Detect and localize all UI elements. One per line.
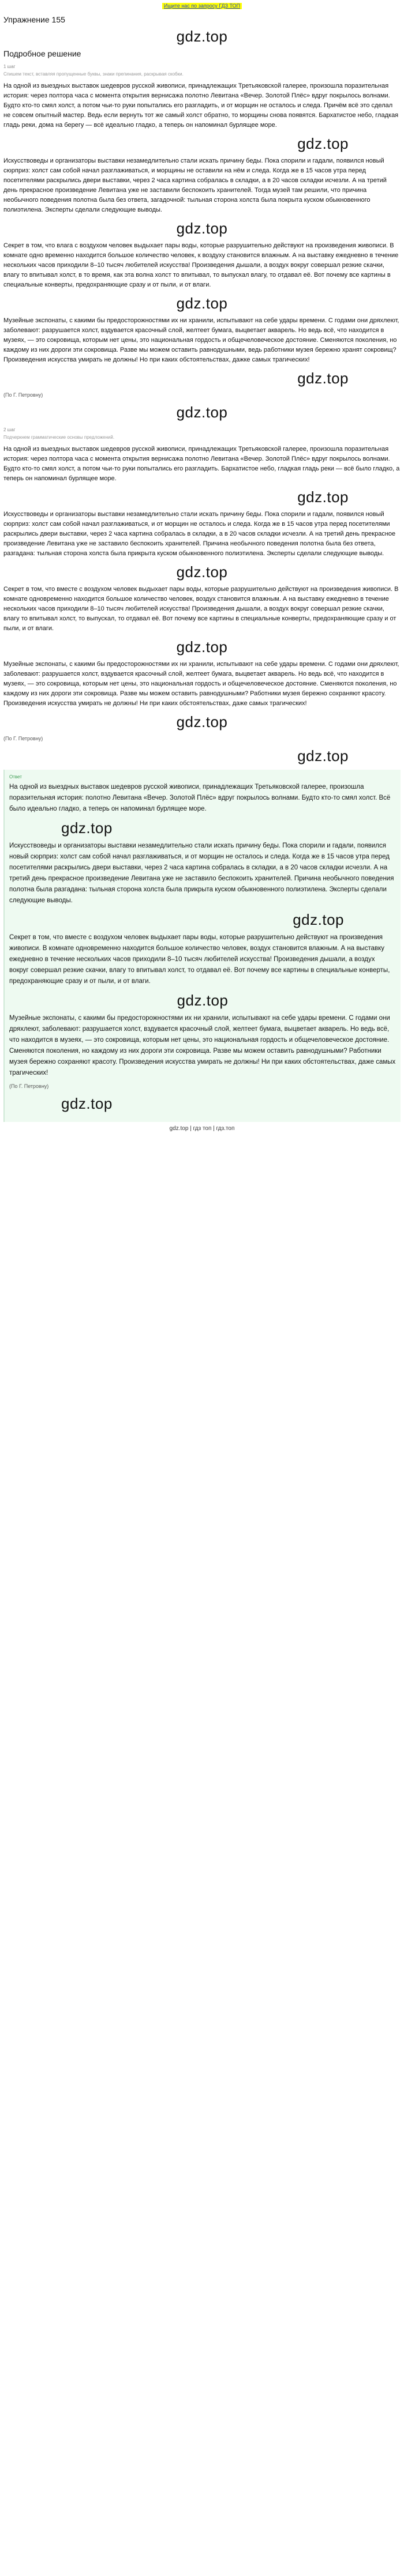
step-1-paragraph: Искусствоведы и организаторы выставки незамедлительно стали искать причину беды. Пока спорили и гадали, появился новый сюрприз: холст сам собой начал разглаживаться, и морщины не оставили на нём и следа. Когда же в 15 часов утра перед посетителями раскрылись двери выставки, через 2 часа картина собралась в складки, а в 20 часов складки исчезли. А на третий день прекрасное произведение Левитана уже не заставили беспокоить хранителей. Тогда музей там решили, что причина необычного поведения полотна была без ответа, загадочной: тыльная сторона холста была покрыта куском обыкновенного полиэтилена. Эксперты сделали следующие выводы. <box>3 157 387 213</box>
step-2-paragraph: На одной из выездных выставок шедевров русской живописи, принадлежащих Третьяковской галерее, произошла поразительная история: через полтора часа с момента открытия вернисажа полотно Левитана «Вечер. Золотой Плёс» вдруг покрылось волнами. Будто кто-то смял холст, а потом чьи-то руки попытались его разгладить. Бархатистое небо, гладкая гладь реки — всё было гладко, а теперь он напоминал бурлящее море. <box>3 446 400 482</box>
step-2-paragraph: Музейные экспонаты, с какими бы предосторожностями их ни хранили, испытывают на себе удары времени. С годами они дряхлеют, заболевают: разрушается холст, вздувается красочный слой, желтеет бумага, выцветает акварель. Но ведь всё, что находится в музеях, — это сокровища, которым нет цены, это национальная гордость и общечеловеческое достояние. Сменяются поколения, но каждому из них дороги эти сокровища. Разве мы можем оставить равнодушными? Работники музея бережно сохраняют красоту. Произведения искусства умирать не должны! Ни при каких обстоятельствах, даже самых трагических! <box>3 661 399 707</box>
answer-tag: Ответ <box>9 774 22 779</box>
step-2-hint: Подчеркнем грамматические основы предложений. <box>3 435 115 440</box>
top-banner <box>0 0 404 10</box>
step-2-tag: 2 шаг <box>3 427 16 432</box>
answer-author: (По Г. Петровну) <box>9 1083 49 1089</box>
watermark: gdz.top <box>61 1095 113 1112</box>
page-title: Упражнение 155 <box>3 15 65 24</box>
watermark: gdz.top <box>297 135 349 152</box>
content <box>0 15 404 1132</box>
step-2-paragraph: Секрет в том, что вместе с воздухом человек выдыхает пары воды, которые разрушительно действуют на произведения живописи. В комнате одновременно находится большое количество человек, воздух становится влажным. А на выставку ежедневно в течение нескольких часов приходили 8–10 тысяч любителей искусства! Произведения дышали, а воздух вокруг совершал резкие скачки, влагу то впитывал холст, то выпускал, то отдавал её. Вот почему все картины в специальные конверты, предохраняющие сразу и от пыли, и от влаги. <box>3 586 399 632</box>
watermark: gdz.top <box>297 488 349 506</box>
step-1-paragraph: Секрет в том, что влага с воздухом человек выдыхает пары воды, которые разрушительно действуют на произведения живописи. В комнате одно временно находится большое количество человек, к воздуху становится влажным. А на выставку ежедневно в течение нескольких часов приходили 8–10 тысяч любителей искусства! Произведения дышали, а воздух вокруг совершал резкие скачки, влагу то впитывал холст, в то время, как эта волна холст то впитывал, то выпускал влагу, то отдавал её. Вот почему все картины в специальные конверты, предохраняющие сразу и от пыли, и от влаги. <box>3 242 399 288</box>
bottom-links[interactable]: gdz.top | гдз топ | гдз.топ <box>169 1125 235 1132</box>
step-1-hint: Спишем текст, вставляя пропущенные буквы, знаки препинания, раскрывая скобки. <box>3 71 184 77</box>
solution-heading: Подробное решение <box>3 49 81 58</box>
top-search-link[interactable]: Ищите нас по запросу ГДЗ ТОП <box>162 3 242 9</box>
watermark: gdz.top <box>293 911 344 928</box>
step-1-paragraph: Музейные экспонаты, с какими бы предосторожностями их ни хранили, испытывают на себе удары времени. С годами они дряхлеют, заболевают: разрушается холст, вздувается красочный слой, желтеет бумага, выцветает акварель. Но ведь всё, что находится в музеях, — это сокровища, которым нет цены, это национальная гордость и общечеловеческое достояние. Сменяются поколения, но каждому из них дороги эти сокровища. Разве мы можем оставить равнодушными, ведь работники музея бережно хранят сокровищ? Произведения искусства умирать не должны! Но при каких обстоятельствах, дажке самых трагических! <box>3 317 399 363</box>
step-2-author: (По Г. Петровну) <box>3 736 43 741</box>
watermark: gdz.top <box>176 563 228 581</box>
watermark: gdz.top <box>176 220 228 237</box>
watermark: gdz.top <box>176 404 228 421</box>
step-1-tag: 1 шаг <box>3 64 16 69</box>
watermark: gdz.top <box>297 747 349 764</box>
watermark: gdz.top <box>176 28 228 45</box>
watermark: gdz.top <box>177 992 229 1009</box>
answer-paragraph: Секрет в том, что вместе с воздухом человек выдыхает пары воды, которые разрушительно действуют на произведения живописи. В комнате одновременно находится большое количество человек, воздух становится влажным. А на выставку ежедневно в течение нескольких часов приходили 8–10 тысяч любителей искусства! Произведения дышали, а воздух вокруг совершал резкие скачки, влагу то впитывал холст, то отдавал её. Вот почему все картины в специальные конверты, предохраняющие сразу и от пыли, и от влаги. <box>9 934 390 985</box>
step-1-section <box>3 64 401 398</box>
step-2-section <box>3 427 401 741</box>
answer-paragraph: Музейные экспонаты, с какими бы предосторожностями их ни хранили, испытывают на себе удары времени. С годами они дряхлеют, заболевают: разрушается холст, вздувается красочный слой, желтеет бумага, выцветает акварель. Но ведь всё, что находится в музеях, — это сокровища, которым нет цены, это национальная гордость и общечеловеческое достояние. Сменяются поколения, но каждому из них дороги эти сокровища. Разве мы можем оставить равнодушными? Работники музея бережно сохраняют красоту. Произведения искусства умирать не должны! Ни при каких обстоятельствах, даже самых трагических! <box>9 1015 396 1076</box>
watermark: gdz.top <box>176 638 228 656</box>
step-1-author: (По Г. Петровну) <box>3 392 43 398</box>
step-1-paragraph: На одной из выездных выставок шедевров русской живописи, принадлежащих Третьяковской галерее, произошла поразительная история: через полтора часа с момента открытия вернисажа полотно Левитана «Вечер. Золотой Плёс» вдруг покрылось волнами. Будто кто-то смял холст, а потом чьи-то руки попытались его разгладить, и от морщин не осталось и следа. Причём всё это сделал не совсем опытный мастер. Ведь если вернуть тот же самый холст обратно, то морщины снова появятся. Бархатистое небо, гладкая гладь реки, дома на берегу — всё идеально гладко, а теперь он напоминал бурлящее море. <box>3 82 399 129</box>
answer-paragraph: На одной из выездных выставок шедевров русской живописи, принадлежащих Третьяковской галерее, произошла поразительная история: полотно Левитана «Вечер. Золотой Плёс» вдруг покрылось волнами. Будто кто-то смял холст. Всё было идеально гладко, а теперь он напоминал бурлящее море. <box>9 784 391 812</box>
answer-paragraph: Искусствоведы и организаторы выставки незамедлительно стали искать причину беды. Пока спорили и гадали, появился новый сюрприз: холст сам собой начал разглаживаться, и от морщин не осталось и следа. Когда же в 15 часов утра перед посетителями раскрылись двери выставки, через 2 часа картина собралась в складки, а в 20 часов складки исчезли. А на третий день прекрасное произведение Левитана уже не заставило беспокоить хранителей. Причина необычного поведения полотна была разгадана: тыльная сторона холста была прикрыта куском обыкновенного полиэтилена. Эксперты сделали следующие выводы. <box>9 842 394 904</box>
answer-section <box>3 770 401 1122</box>
watermark: gdz.top <box>176 295 228 312</box>
watermark: gdz.top <box>176 713 228 730</box>
watermark: gdz.top <box>297 370 349 387</box>
step-2-paragraph: Искусствоведы и организаторы выставки незамедлительно стали искать причину беды. Пока спорили и гадали, появился новый сюрприз: холст сам собой начал разглаживаться, и от морщин не осталось и следа. Когда же в 15 часов утра перед посетителями раскрылись двери выставки, через 2 часа картина собралась в складки, а в 20 часов складки исчезли. А на третий день прекрасное произведение Левитана уже не заставило беспокоить хранителей. Причина необычного поведения полотна была без ответа, разгадана: тыльная сторона холста была прикрыта куском обыкновенного полиэтилена. Эксперты сделали следующие выводы. <box>3 511 396 557</box>
watermark: gdz.top <box>61 819 113 837</box>
